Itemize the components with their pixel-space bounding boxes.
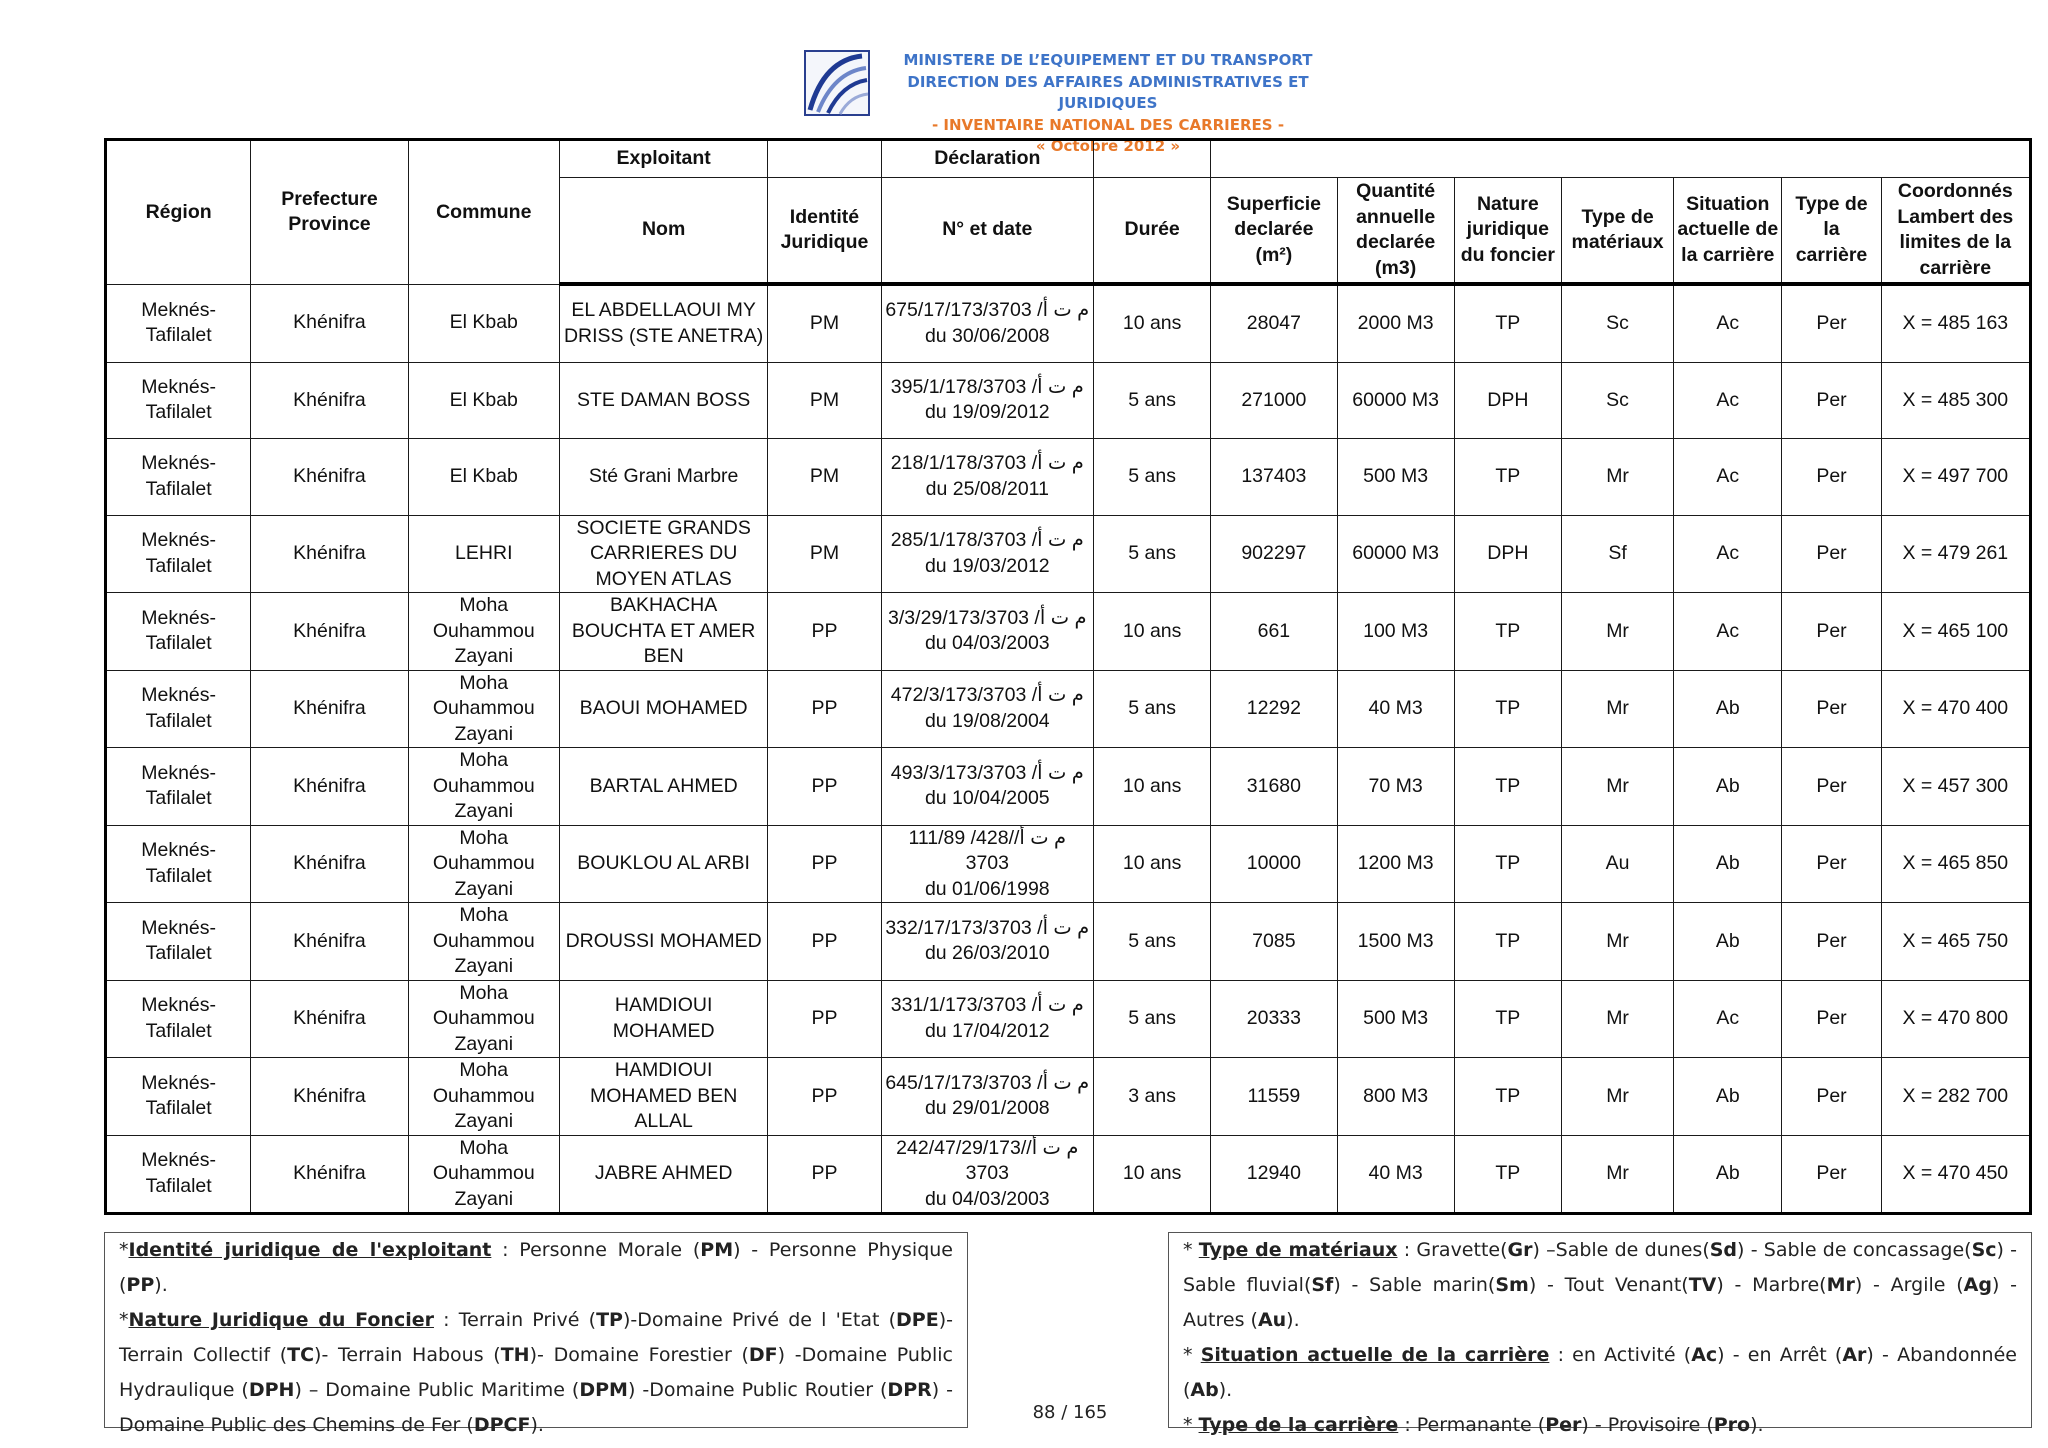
declaration-date: du 19/09/2012 [924, 401, 1050, 424]
legend-text: )- Domaine Forestier ( [529, 1344, 749, 1366]
legend-text: ) –Sable de dunes( [1532, 1239, 1710, 1261]
cell-region: Meknés-Tafilalet [106, 515, 251, 593]
legend-code: DPH [248, 1379, 295, 1401]
cell-nature: TP [1454, 670, 1561, 748]
declaration-date: du 25/08/2011 [925, 477, 1049, 500]
cell-type: Per [1782, 748, 1881, 826]
cell-identite: PP [768, 980, 881, 1058]
legend-text: ). [154, 1274, 168, 1296]
inventory-date: « Octobre 2012 » [1035, 137, 1181, 155]
legend-term: Identité juridique de l'exploitant [128, 1239, 492, 1261]
legend-situation: * Situation actuelle de la carrière : en Activité (Ac) - en Arrêt (Ar) - Abandonnée (Ab). [1183, 1344, 2017, 1401]
cell-coord: X = 470 400 [1881, 670, 2030, 748]
cell-type: Per [1782, 980, 1881, 1058]
cell-declaration [881, 593, 1093, 671]
cell-nom: Sté Grani Marbre [559, 439, 767, 516]
cell-identite: PP [768, 825, 881, 903]
cell-materiaux: Mr [1561, 670, 1673, 748]
cell-quantite: 2000 M3 [1337, 284, 1454, 362]
legend-code: TP [596, 1309, 623, 1331]
table-row [106, 980, 2031, 1058]
cell-declaration [881, 439, 1093, 516]
cell-region: Meknés-Tafilalet [106, 1058, 251, 1136]
declaration-number: 493/3/173/3703 /م ت أ [890, 761, 1084, 784]
cell-nature: TP [1454, 825, 1561, 903]
table-row [106, 1058, 2031, 1136]
legend-code: Per [1545, 1414, 1582, 1436]
declaration-number: 675/17/173/3703 /م ت أ [885, 299, 1090, 322]
legend-text: ). [1286, 1309, 1300, 1331]
cell-commune: Moha Ouhammou Zayani [408, 593, 559, 671]
legend-term: Nature Juridique du Foncier [128, 1309, 434, 1331]
direction-name: DIRECTION DES AFFAIRES ADMINISTRATIVES ET JURIDIQUES [907, 72, 1309, 112]
cell-situation: Ab [1674, 1135, 1782, 1214]
cell-nature: TP [1454, 593, 1561, 671]
cell-prefecture: Khénifra [251, 825, 408, 903]
cell-declaration [881, 515, 1093, 593]
legend-box-left [104, 1232, 968, 1436]
cell-region: Meknés-Tafilalet [106, 362, 251, 439]
cell-duree: 5 ans [1094, 903, 1211, 981]
legend-code: Au [1257, 1309, 1287, 1331]
cell-prefecture: Khénifra [251, 903, 408, 981]
cell-nom: STE DAMAN BOSS [559, 362, 767, 439]
cell-situation: Ac [1674, 515, 1782, 593]
legend-code: Ar [1842, 1344, 1867, 1366]
cell-nature: TP [1454, 284, 1561, 362]
cell-situation: Ac [1674, 284, 1782, 362]
table-row [106, 362, 2031, 439]
cell-duree: 10 ans [1094, 1135, 1211, 1214]
legend-code: DPE [896, 1309, 939, 1331]
cell-identite: PP [768, 903, 881, 981]
cell-coord: X = 470 800 [1881, 980, 2030, 1058]
cell-region: Meknés-Tafilalet [106, 284, 251, 362]
legend-text: ) - Sable marin( [1333, 1274, 1496, 1296]
cell-declaration [881, 980, 1093, 1058]
col-header-duree: Durée [1094, 178, 1211, 285]
declaration-number: 332/17/173/3703 /م ت أ [885, 916, 1090, 939]
cell-quantite: 500 M3 [1337, 439, 1454, 516]
cell-duree: 5 ans [1094, 362, 1211, 439]
group-header-blank-3 [1211, 140, 2031, 178]
cell-materiaux: Sc [1561, 284, 1673, 362]
cell-situation: Ac [1674, 439, 1782, 516]
cell-identite: PM [768, 362, 881, 439]
legend-code: Pro [1713, 1414, 1751, 1436]
cell-nature: DPH [1454, 515, 1561, 593]
cell-region: Meknés-Tafilalet [106, 1135, 251, 1214]
legend-text: : Gravette( [1397, 1239, 1508, 1261]
cell-nature: TP [1454, 980, 1561, 1058]
legend-text: ) - Sable fluvial( [1183, 1239, 2018, 1296]
legend-text: ) - Provisoire ( [1581, 1414, 1714, 1436]
legend-text: )- Terrain Collectif ( [119, 1309, 953, 1366]
cell-coord: X = 465 100 [1881, 593, 2030, 671]
table-row [106, 439, 2031, 516]
declaration-number: 3/3/29/173/3703 /م ت أ [888, 606, 1087, 629]
cell-declaration [881, 362, 1093, 439]
declaration-date: du 29/01/2008 [924, 1097, 1050, 1120]
legend-materiaux: * Type de matériaux : Gravette(Gr) –Sable de dunes(Sd) - Sable de concassage(Sc) - Sable fluvial(Sf) - Sable marin(Sm) - Tout Venant(TV) - Marbre(Mr) - Argile (Ag) - Autres (Au). [1183, 1239, 2018, 1331]
col-header-quantite: Quantité annuelle declarée (m3) [1337, 178, 1454, 285]
col-header-superficie: Superficie declarée (m²) [1211, 178, 1337, 285]
cell-materiaux: Mr [1561, 593, 1673, 671]
col-header-type-materiaux: Type de matériaux [1561, 178, 1673, 285]
declaration-date: du 26/03/2010 [924, 942, 1050, 965]
cell-identite: PP [768, 1058, 881, 1136]
cell-region: Meknés-Tafilalet [106, 593, 251, 671]
cell-superficie: 28047 [1211, 284, 1337, 362]
cell-quantite: 60000 M3 [1337, 515, 1454, 593]
cell-declaration [881, 670, 1093, 748]
cell-identite: PP [768, 748, 881, 826]
cell-declaration [881, 748, 1093, 826]
cell-prefecture: Khénifra [251, 284, 408, 362]
cell-identite: PP [768, 670, 881, 748]
cell-prefecture: Khénifra [251, 1135, 408, 1214]
cell-region: Meknés-Tafilalet [106, 670, 251, 748]
legend-code: Ac [1691, 1344, 1718, 1366]
table-group-header-row [106, 140, 2031, 178]
declaration-date: du 10/04/2005 [924, 787, 1050, 810]
legend-text: : Terrain Privé ( [433, 1309, 597, 1331]
cell-commune: Moha Ouhammou Zayani [408, 1058, 559, 1136]
declaration-date: du 04/03/2003 [924, 1187, 1050, 1210]
cell-nom: HAMDIOUI MOHAMED [559, 980, 767, 1058]
legend-text: ) -Domaine Public Routier ( [627, 1379, 888, 1401]
quarries-table [104, 138, 2032, 1215]
cell-situation: Ac [1674, 980, 1782, 1058]
declaration-number: 331/1/173/3703 /م ت أ [890, 994, 1084, 1017]
table-row [106, 670, 2031, 748]
cell-duree: 3 ans [1094, 1058, 1211, 1136]
declaration-date: du 01/06/1998 [924, 877, 1050, 900]
group-header-blank-1 [768, 140, 881, 178]
cell-type: Per [1782, 825, 1881, 903]
cell-prefecture: Khénifra [251, 515, 408, 593]
cell-type: Per [1782, 515, 1881, 593]
cell-type: Per [1782, 1058, 1881, 1136]
legend-identite: *Identité juridique de l'exploitant : Personne Morale (PM) - Personne Physique (PP). [119, 1239, 953, 1296]
cell-situation: Ab [1674, 748, 1782, 826]
legend-text: ) - Marbre( [1716, 1274, 1827, 1296]
cell-type: Per [1782, 593, 1881, 671]
cell-declaration [881, 825, 1093, 903]
cell-materiaux: Mr [1561, 748, 1673, 826]
declaration-number: 242/47/29/173/م ت أ/ 3703 [896, 1136, 1079, 1184]
cell-nom: BARTAL AHMED [559, 748, 767, 826]
legend-text: ). [530, 1414, 544, 1436]
cell-coord: X = 465 850 [1881, 825, 2030, 903]
legend-code: DPR [887, 1379, 932, 1401]
legend-term: Type de matériaux [1198, 1239, 1398, 1261]
cell-quantite: 800 M3 [1337, 1058, 1454, 1136]
cell-quantite: 1500 M3 [1337, 903, 1454, 981]
legend-text: ). [1750, 1414, 1764, 1436]
legend-text: ) - en Arrêt ( [1717, 1344, 1843, 1366]
legend-code: PP [126, 1274, 155, 1296]
cell-nature: TP [1454, 1135, 1561, 1214]
legend-text: ). [1218, 1379, 1233, 1401]
legend-code: Sf [1311, 1274, 1334, 1296]
legend-text: : Personne Morale ( [491, 1239, 701, 1261]
cell-nom: HAMDIOUI MOHAMED BEN ALLAL [559, 1058, 767, 1136]
declaration-number: 472/3/173/3703 /م ت أ [890, 684, 1084, 707]
col-header-situation: Situation actuelle de la carrière [1674, 178, 1782, 285]
legend-code: Sc [1971, 1239, 1997, 1261]
cell-nom: DROUSSI MOHAMED [559, 903, 767, 981]
group-header-blank-2 [1094, 140, 1211, 178]
legend-text: ) - Argile ( [1854, 1274, 1964, 1296]
cell-superficie: 20333 [1211, 980, 1337, 1058]
cell-superficie: 12940 [1211, 1135, 1337, 1214]
cell-coord: X = 497 700 [1881, 439, 2030, 516]
cell-type: Per [1782, 1135, 1881, 1214]
table-row [106, 903, 2031, 981]
cell-nature: TP [1454, 903, 1561, 981]
legend-code: Sd [1709, 1239, 1738, 1261]
cell-region: Meknés-Tafilalet [106, 980, 251, 1058]
cell-coord: X = 465 750 [1881, 903, 2030, 981]
legend-code: TV [1688, 1274, 1717, 1296]
cell-quantite: 60000 M3 [1337, 362, 1454, 439]
declaration-number: 645/17/173/3703 /م ت أ [885, 1071, 1090, 1094]
cell-commune: El Kbab [408, 362, 559, 439]
legend-text: ) – Domaine Public Maritime ( [294, 1379, 580, 1401]
declaration-number: 218/1/178/3703 /م ت أ [890, 452, 1084, 475]
cell-materiaux: Mr [1561, 1135, 1673, 1214]
inventory-title: - INVENTAIRE NATIONAL DES CARRIERES - [931, 115, 1285, 134]
legend-box-right [1168, 1232, 2032, 1436]
cell-superficie: 661 [1211, 593, 1337, 671]
cell-type: Per [1782, 439, 1881, 516]
cell-materiaux: Sc [1561, 362, 1673, 439]
cell-quantite: 100 M3 [1337, 593, 1454, 671]
cell-superficie: 137403 [1211, 439, 1337, 516]
col-header-region: Région [106, 140, 251, 285]
cell-commune: LEHRI [408, 515, 559, 593]
legend-text: : en Activité ( [1549, 1344, 1692, 1366]
legend-text: )-Domaine Privé de l 'Etat ( [622, 1309, 897, 1331]
cell-coord: X = 485 163 [1881, 284, 2030, 362]
cell-situation: Ac [1674, 593, 1782, 671]
cell-prefecture: Khénifra [251, 748, 408, 826]
declaration-date: du 30/06/2008 [924, 324, 1050, 347]
cell-materiaux: Mr [1561, 980, 1673, 1058]
cell-prefecture: Khénifra [251, 362, 408, 439]
legend-nature: *Nature Juridique du Foncier : Terrain Privé (TP)-Domaine Privé de l 'Etat (DPE)- Terrain Collectif (TC)- Terrain Habous (TH)- Domaine Forestier (DF) -Domaine Public Hydraulique (DPH) – Domaine Public Maritime (DPM) -Domaine Public Routier (DPR) - Domaine Public des Chemins de Fer (DPCF). [119, 1309, 953, 1436]
cell-identite: PP [768, 593, 881, 671]
legend-code: Sm [1495, 1274, 1529, 1296]
legend-code: PM [700, 1239, 734, 1261]
declaration-number: 395/1/178/3703 /م ت أ [890, 375, 1084, 398]
col-header-nature: Nature juridique du foncier [1454, 178, 1561, 285]
cell-coord: X = 457 300 [1881, 748, 2030, 826]
cell-type: Per [1782, 670, 1881, 748]
legend-code: Mr [1826, 1274, 1855, 1296]
cell-identite: PM [768, 439, 881, 516]
col-header-nom: Nom [559, 178, 767, 285]
legend-text: ) - Domaine Public des Chemins de Fer ( [119, 1379, 953, 1436]
cell-duree: 10 ans [1094, 825, 1211, 903]
cell-duree: 5 ans [1094, 515, 1211, 593]
legend-text: )- Terrain Habous ( [314, 1344, 501, 1366]
legend-text: ) - Sable de concassage( [1737, 1239, 1972, 1261]
col-header-prefecture: Prefecture Province [251, 140, 408, 285]
cell-situation: Ab [1674, 903, 1782, 981]
cell-superficie: 902297 [1211, 515, 1337, 593]
legend-code: Gr [1507, 1239, 1533, 1261]
col-header-coordonnees: Coordonnés Lambert des limites de la carrière [1881, 178, 2030, 285]
cell-prefecture: Khénifra [251, 670, 408, 748]
cell-prefecture: Khénifra [251, 1058, 408, 1136]
legend-code: DF [748, 1344, 778, 1366]
cell-nom: BAOUI MOHAMED [559, 670, 767, 748]
cell-nature: TP [1454, 748, 1561, 826]
cell-declaration [881, 1135, 1093, 1214]
cell-quantite: 40 M3 [1337, 670, 1454, 748]
cell-region: Meknés-Tafilalet [106, 825, 251, 903]
cell-materiaux: Mr [1561, 1058, 1673, 1136]
cell-region: Meknés-Tafilalet [106, 903, 251, 981]
cell-quantite: 70 M3 [1337, 748, 1454, 826]
cell-nom: BAKHACHA BOUCHTA ET AMER BEN [559, 593, 767, 671]
cell-prefecture: Khénifra [251, 980, 408, 1058]
cell-commune: Moha Ouhammou Zayani [408, 1135, 559, 1214]
declaration-date: du 17/04/2012 [924, 1019, 1050, 1042]
cell-identite: PP [768, 1135, 881, 1214]
ministry-logo-icon [804, 50, 870, 116]
cell-superficie: 7085 [1211, 903, 1337, 981]
cell-nature: DPH [1454, 362, 1561, 439]
cell-coord: X = 470 450 [1881, 1135, 2030, 1214]
cell-commune: Moha Ouhammou Zayani [408, 903, 559, 981]
legend-code: Ab [1190, 1379, 1219, 1401]
table-row [106, 748, 2031, 826]
cell-commune: Moha Ouhammou Zayani [408, 748, 559, 826]
table-row [106, 515, 2031, 593]
cell-nom: JABRE AHMED [559, 1135, 767, 1214]
cell-type: Per [1782, 284, 1881, 362]
table-row [106, 1135, 2031, 1214]
table-row [106, 825, 2031, 903]
cell-duree: 10 ans [1094, 593, 1211, 671]
cell-quantite: 40 M3 [1337, 1135, 1454, 1214]
cell-nature: TP [1454, 439, 1561, 516]
table-row [106, 593, 2031, 671]
cell-declaration [881, 284, 1093, 362]
cell-duree: 5 ans [1094, 980, 1211, 1058]
col-header-identite: Identité Juridique [768, 178, 881, 285]
cell-coord: X = 479 261 [1881, 515, 2030, 593]
legend-term: Type de la carrière [1198, 1414, 1399, 1436]
declaration-date: du 04/03/2003 [924, 632, 1050, 655]
cell-coord: X = 282 700 [1881, 1058, 2030, 1136]
cell-commune: Moha Ouhammou Zayani [408, 670, 559, 748]
group-header-declaration: Déclaration [881, 140, 1093, 178]
cell-situation: Ab [1674, 825, 1782, 903]
legend-text: ) - Personne Physique ( [119, 1239, 953, 1296]
legend-code: TC [287, 1344, 315, 1366]
cell-superficie: 12292 [1211, 670, 1337, 748]
cell-materiaux: Au [1561, 825, 1673, 903]
cell-prefecture: Khénifra [251, 439, 408, 516]
cell-superficie: 271000 [1211, 362, 1337, 439]
cell-commune: El Kbab [408, 439, 559, 516]
cell-situation: Ac [1674, 362, 1782, 439]
col-header-commune: Commune [408, 140, 559, 285]
cell-nature: TP [1454, 1058, 1561, 1136]
cell-nom: EL ABDELLAOUI MY DRISS (STE ANETRA) [559, 284, 767, 362]
cell-situation: Ab [1674, 1058, 1782, 1136]
cell-commune: El Kbab [408, 284, 559, 362]
cell-declaration [881, 1058, 1093, 1136]
cell-materiaux: Mr [1561, 903, 1673, 981]
ministry-name: MINISTERE DE L’EQUIPEMENT ET DU TRANSPORT [903, 51, 1313, 69]
cell-commune: Moha Ouhammou Zayani [408, 825, 559, 903]
legend-code: DPCF [473, 1414, 531, 1436]
cell-quantite: 1200 M3 [1337, 825, 1454, 903]
cell-nom: BOUKLOU AL ARBI [559, 825, 767, 903]
cell-quantite: 500 M3 [1337, 980, 1454, 1058]
cell-type: Per [1782, 362, 1881, 439]
cell-duree: 5 ans [1094, 439, 1211, 516]
cell-region: Meknés-Tafilalet [106, 748, 251, 826]
legend-code: TH [500, 1344, 530, 1366]
cell-nom: SOCIETE GRANDS CARRIERES DU MOYEN ATLAS [559, 515, 767, 593]
cell-duree: 10 ans [1094, 748, 1211, 826]
legend-term: Situation actuelle de la carrière [1200, 1344, 1550, 1366]
cell-superficie: 31680 [1211, 748, 1337, 826]
cell-situation: Ab [1674, 670, 1782, 748]
cell-duree: 5 ans [1094, 670, 1211, 748]
cell-superficie: 10000 [1211, 825, 1337, 903]
cell-identite: PM [768, 515, 881, 593]
cell-duree: 10 ans [1094, 284, 1211, 362]
legend-text: ) - Tout Venant( [1528, 1274, 1689, 1296]
declaration-date: du 19/03/2012 [924, 554, 1050, 577]
declaration-number: 285/1/178/3703 /م ت أ [890, 529, 1084, 552]
legend-text: ) -Domaine Public Hydraulique ( [119, 1344, 953, 1401]
cell-materiaux: Sf [1561, 515, 1673, 593]
cell-declaration [881, 903, 1093, 981]
cell-coord: X = 485 300 [1881, 362, 2030, 439]
legend-code: DPM [579, 1379, 628, 1401]
cell-commune: Moha Ouhammou Zayani [408, 980, 559, 1058]
col-header-type-carriere: Type de la carrière [1782, 178, 1881, 285]
col-header-numero: N° et date [881, 178, 1093, 285]
group-header-exploitant: Exploitant [559, 140, 767, 178]
cell-region: Meknés-Tafilalet [106, 439, 251, 516]
document-header [0, 50, 2048, 155]
legend-text: ) - Autres ( [1183, 1274, 2018, 1331]
legend-type-carriere: * Type de la carrière : Permanante (Per) - Provisoire (Pro). [1183, 1414, 1764, 1436]
cell-prefecture: Khénifra [251, 593, 408, 671]
declaration-number: 111/89 /428/م ت أ/ 3703 [908, 826, 1067, 874]
declaration-date: du 19/08/2004 [924, 709, 1050, 732]
cell-identite: PM [768, 284, 881, 362]
cell-type: Per [1782, 903, 1881, 981]
table-row [106, 284, 2031, 362]
legend-text: : Permanante ( [1398, 1414, 1546, 1436]
cell-materiaux: Mr [1561, 439, 1673, 516]
legend-text: ) - Abandonnée ( [1183, 1344, 2017, 1401]
cell-superficie: 11559 [1211, 1058, 1337, 1136]
page-number: 88 / 165 [1032, 1402, 1108, 1423]
legend-code: Ag [1963, 1274, 1992, 1296]
